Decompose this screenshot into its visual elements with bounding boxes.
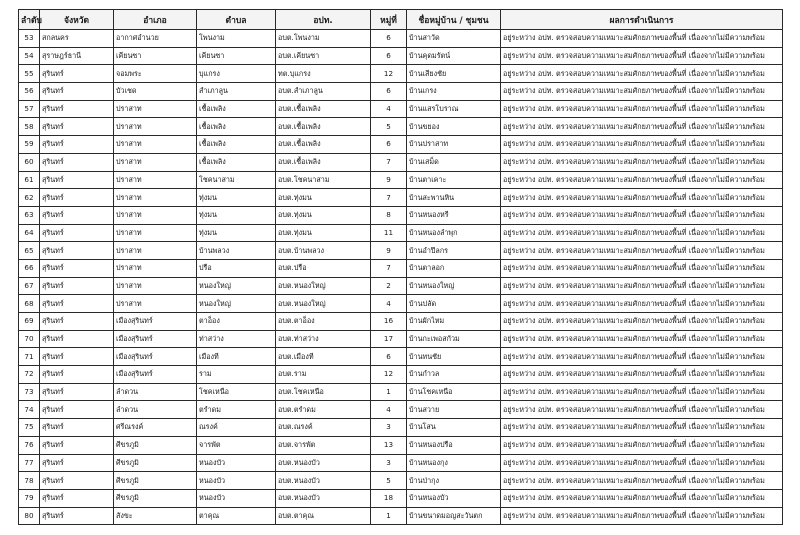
cell-village-name: บ้านหนองบัว bbox=[407, 489, 501, 507]
cell-result: อยู่ระหว่าง อปท. ตรวจสอบความเหมาะสมศักยภาพของพื้นที่ เนื่องจากไม่มีความพร้อม bbox=[501, 472, 783, 490]
cell-order: 74 bbox=[19, 401, 40, 419]
cell-village-number: 4 bbox=[371, 401, 407, 419]
cell-result: อยู่ระหว่าง อปท. ตรวจสอบความเหมาะสมศักยภาพของพื้นที่ เนื่องจากไม่มีความพร้อม bbox=[501, 454, 783, 472]
cell-village-number: 6 bbox=[371, 83, 407, 101]
cell-subdistrict: ท่าสว่าง bbox=[197, 330, 276, 348]
cell-province: สุรินทร์ bbox=[40, 242, 114, 260]
status-table bbox=[18, 9, 783, 525]
cell-province: สุรินทร์ bbox=[40, 366, 114, 384]
cell-order: 61 bbox=[19, 171, 40, 189]
cell-village-name: บ้านหนองหรี bbox=[407, 206, 501, 224]
table-row bbox=[19, 65, 783, 83]
cell-subdistrict: เชื้อเพลิง bbox=[197, 118, 276, 136]
cell-village-name: บ้านขยอง bbox=[407, 118, 501, 136]
cell-local-authority: อบต.หนองใหญ่ bbox=[276, 277, 371, 295]
cell-result: อยู่ระหว่าง อปท. ตรวจสอบความเหมาะสมศักยภาพของพื้นที่ เนื่องจากไม่มีความพร้อม bbox=[501, 366, 783, 384]
table-row bbox=[19, 206, 783, 224]
cell-local-authority: อบต.ราม bbox=[276, 366, 371, 384]
cell-district: ศีขรภูมิ bbox=[114, 436, 197, 454]
cell-district: ศีขรภูมิ bbox=[114, 472, 197, 490]
cell-village-number: 6 bbox=[371, 348, 407, 366]
cell-subdistrict: สำเภาลูน bbox=[197, 83, 276, 101]
cell-order: 62 bbox=[19, 189, 40, 207]
table-row bbox=[19, 277, 783, 295]
table-header-row bbox=[19, 10, 783, 30]
cell-province: สุรินทร์ bbox=[40, 259, 114, 277]
cell-subdistrict: ณรงค์ bbox=[197, 419, 276, 437]
cell-province: สุราษฎร์ธานี bbox=[40, 47, 114, 65]
cell-local-authority: อบต.ตาคุณ bbox=[276, 507, 371, 525]
cell-order: 78 bbox=[19, 472, 40, 490]
cell-village-name: บ้านปลัด bbox=[407, 295, 501, 313]
table-row bbox=[19, 313, 783, 331]
cell-village-name: บ้านหนองกุง bbox=[407, 454, 501, 472]
cell-village-name: บ้านสวาย bbox=[407, 401, 501, 419]
cell-local-authority: อบต.หนองใหญ่ bbox=[276, 295, 371, 313]
table-row bbox=[19, 383, 783, 401]
cell-village-number: 7 bbox=[371, 189, 407, 207]
cell-result: อยู่ระหว่าง อปท. ตรวจสอบความเหมาะสมศักยภาพของพื้นที่ เนื่องจากไม่มีความพร้อม bbox=[501, 436, 783, 454]
cell-district: ปราสาท bbox=[114, 277, 197, 295]
cell-subdistrict: เชื้อเพลิง bbox=[197, 136, 276, 154]
cell-district: ศรีณรงค์ bbox=[114, 419, 197, 437]
cell-province: สุรินทร์ bbox=[40, 348, 114, 366]
table-row bbox=[19, 242, 783, 260]
cell-subdistrict: ตาคุณ bbox=[197, 507, 276, 525]
cell-district: สังขะ bbox=[114, 507, 197, 525]
cell-village-name: บ้านตาเคาะ bbox=[407, 171, 501, 189]
cell-village-name: บ้านตาลอก bbox=[407, 259, 501, 277]
cell-district: ปราสาท bbox=[114, 259, 197, 277]
cell-village-name: บ้านโชคเหนือ bbox=[407, 383, 501, 401]
cell-order: 54 bbox=[19, 47, 40, 65]
cell-order: 67 bbox=[19, 277, 40, 295]
cell-order: 57 bbox=[19, 100, 40, 118]
cell-village-name: บ้านทนชัย bbox=[407, 348, 501, 366]
cell-subdistrict: เชื้อเพลิง bbox=[197, 100, 276, 118]
cell-result: อยู่ระหว่าง อปท. ตรวจสอบความเหมาะสมศักยภาพของพื้นที่ เนื่องจากไม่มีความพร้อม bbox=[501, 348, 783, 366]
cell-district: ลำดวน bbox=[114, 383, 197, 401]
cell-village-name: บ้านเกรง bbox=[407, 83, 501, 101]
table-row bbox=[19, 419, 783, 437]
cell-village-number: 18 bbox=[371, 489, 407, 507]
cell-district: ลำดวน bbox=[114, 401, 197, 419]
cell-province: สุรินทร์ bbox=[40, 171, 114, 189]
cell-village-name: บ้านสะพานหิน bbox=[407, 189, 501, 207]
cell-village-name: บ้านหนองปรือ bbox=[407, 436, 501, 454]
cell-local-authority: อบต.เชื้อเพลิง bbox=[276, 136, 371, 154]
cell-result: อยู่ระหว่าง อปท. ตรวจสอบความเหมาะสมศักยภาพของพื้นที่ เนื่องจากไม่มีความพร้อม bbox=[501, 224, 783, 242]
table-row bbox=[19, 100, 783, 118]
cell-subdistrict: ปรือ bbox=[197, 259, 276, 277]
cell-village-name: บ้านขนาดมอญสะวันตก bbox=[407, 507, 501, 525]
cell-district: ปราสาท bbox=[114, 153, 197, 171]
cell-village-name: บ้านผักไหม bbox=[407, 313, 501, 331]
cell-district: อากาศอำนวย bbox=[114, 30, 197, 48]
cell-order: 55 bbox=[19, 65, 40, 83]
cell-order: 68 bbox=[19, 295, 40, 313]
cell-subdistrict: โพนงาม bbox=[197, 30, 276, 48]
cell-province: สุรินทร์ bbox=[40, 313, 114, 331]
cell-local-authority: อบต.โพนงาม bbox=[276, 30, 371, 48]
cell-subdistrict: โชคเหนือ bbox=[197, 383, 276, 401]
cell-order: 64 bbox=[19, 224, 40, 242]
cell-local-authority: อบต.ปรือ bbox=[276, 259, 371, 277]
cell-result: อยู่ระหว่าง อปท. ตรวจสอบความเหมาะสมศักยภาพของพื้นที่ เนื่องจากไม่มีความพร้อม bbox=[501, 507, 783, 525]
cell-local-authority: อบต.เชื้อเพลิง bbox=[276, 100, 371, 118]
cell-result: อยู่ระหว่าง อปท. ตรวจสอบความเหมาะสมศักยภาพของพื้นที่ เนื่องจากไม่มีความพร้อม bbox=[501, 136, 783, 154]
cell-subdistrict: หนองบัว bbox=[197, 489, 276, 507]
cell-village-number: 7 bbox=[371, 259, 407, 277]
cell-village-number: 7 bbox=[371, 153, 407, 171]
cell-village-number: 6 bbox=[371, 47, 407, 65]
cell-subdistrict: ทุ่งมน bbox=[197, 206, 276, 224]
cell-village-number: 13 bbox=[371, 436, 407, 454]
cell-order: 60 bbox=[19, 153, 40, 171]
cell-local-authority: อบต.เคียนซา bbox=[276, 47, 371, 65]
document-page bbox=[18, 9, 782, 525]
cell-district: ปราสาท bbox=[114, 295, 197, 313]
cell-village-name: บ้านแสรโบราณ bbox=[407, 100, 501, 118]
header-district: อำเภอ bbox=[114, 10, 197, 30]
cell-subdistrict: ตาอ็อง bbox=[197, 313, 276, 331]
cell-order: 73 bbox=[19, 383, 40, 401]
cell-province: สุรินทร์ bbox=[40, 419, 114, 437]
cell-province: สุรินทร์ bbox=[40, 295, 114, 313]
cell-village-number: 16 bbox=[371, 313, 407, 331]
cell-subdistrict: เชื้อเพลิง bbox=[197, 153, 276, 171]
cell-result: อยู่ระหว่าง อปท. ตรวจสอบความเหมาะสมศักยภาพของพื้นที่ เนื่องจากไม่มีความพร้อม bbox=[501, 489, 783, 507]
cell-village-number: 1 bbox=[371, 507, 407, 525]
cell-province: สุรินทร์ bbox=[40, 189, 114, 207]
cell-province: สุรินทร์ bbox=[40, 454, 114, 472]
cell-local-authority: อบต.เชื้อเพลิง bbox=[276, 118, 371, 136]
cell-subdistrict: โชคนาสาม bbox=[197, 171, 276, 189]
cell-province: สุรินทร์ bbox=[40, 100, 114, 118]
cell-province: สุรินทร์ bbox=[40, 277, 114, 295]
cell-village-number: 9 bbox=[371, 242, 407, 260]
cell-district: ปราสาท bbox=[114, 224, 197, 242]
cell-subdistrict: ราม bbox=[197, 366, 276, 384]
cell-result: อยู่ระหว่าง อปท. ตรวจสอบความเหมาะสมศักยภาพของพื้นที่ เนื่องจากไม่มีความพร้อม bbox=[501, 189, 783, 207]
cell-result: อยู่ระหว่าง อปท. ตรวจสอบความเหมาะสมศักยภาพของพื้นที่ เนื่องจากไม่มีความพร้อม bbox=[501, 118, 783, 136]
cell-local-authority: อบต.เชื้อเพลิง bbox=[276, 153, 371, 171]
cell-local-authority: อบต.จารพัต bbox=[276, 436, 371, 454]
table-row bbox=[19, 118, 783, 136]
cell-subdistrict: จารพัต bbox=[197, 436, 276, 454]
cell-order: 56 bbox=[19, 83, 40, 101]
cell-order: 69 bbox=[19, 313, 40, 331]
cell-village-name: บ้านคุดมรัตน์ bbox=[407, 47, 501, 65]
cell-result: อยู่ระหว่าง อปท. ตรวจสอบความเหมาะสมศักยภาพของพื้นที่ เนื่องจากไม่มีความพร้อม bbox=[501, 295, 783, 313]
table-row bbox=[19, 436, 783, 454]
cell-province: สุรินทร์ bbox=[40, 401, 114, 419]
table-row bbox=[19, 259, 783, 277]
cell-result: อยู่ระหว่าง อปท. ตรวจสอบความเหมาะสมศักยภาพของพื้นที่ เนื่องจากไม่มีความพร้อม bbox=[501, 30, 783, 48]
table-row bbox=[19, 189, 783, 207]
cell-province: สุรินทร์ bbox=[40, 224, 114, 242]
cell-result: อยู่ระหว่าง อปท. ตรวจสอบความเหมาะสมศักยภาพของพื้นที่ เนื่องจากไม่มีความพร้อม bbox=[501, 419, 783, 437]
cell-province: สุรินทร์ bbox=[40, 136, 114, 154]
cell-district: ปราสาท bbox=[114, 206, 197, 224]
cell-district: ปราสาท bbox=[114, 242, 197, 260]
cell-village-number: 6 bbox=[371, 136, 407, 154]
cell-order: 76 bbox=[19, 436, 40, 454]
cell-order: 72 bbox=[19, 366, 40, 384]
cell-village-name: บ้านหนองใหญ่ bbox=[407, 277, 501, 295]
table-row bbox=[19, 330, 783, 348]
cell-village-number: 4 bbox=[371, 100, 407, 118]
cell-village-number: 1 bbox=[371, 383, 407, 401]
cell-province: สุรินทร์ bbox=[40, 65, 114, 83]
header-order: ลำดับ bbox=[19, 10, 40, 30]
cell-order: 63 bbox=[19, 206, 40, 224]
cell-result: อยู่ระหว่าง อปท. ตรวจสอบความเหมาะสมศักยภาพของพื้นที่ เนื่องจากไม่มีความพร้อม bbox=[501, 153, 783, 171]
header-result: ผลการดำเนินการ bbox=[501, 10, 783, 30]
cell-province: สุรินทร์ bbox=[40, 206, 114, 224]
cell-village-number: 6 bbox=[371, 30, 407, 48]
cell-result: อยู่ระหว่าง อปท. ตรวจสอบความเหมาะสมศักยภาพของพื้นที่ เนื่องจากไม่มีความพร้อม bbox=[501, 383, 783, 401]
cell-village-number: 3 bbox=[371, 454, 407, 472]
cell-local-authority: อบต.ทุ่งมน bbox=[276, 189, 371, 207]
cell-local-authority: อบต.ท่าสว่าง bbox=[276, 330, 371, 348]
cell-order: 75 bbox=[19, 419, 40, 437]
cell-local-authority: อบต.โชคเหนือ bbox=[276, 383, 371, 401]
table-body bbox=[19, 30, 783, 525]
table-row bbox=[19, 348, 783, 366]
cell-local-authority: อบต.ทุ่งมน bbox=[276, 206, 371, 224]
cell-order: 80 bbox=[19, 507, 40, 525]
header-province: จังหวัด bbox=[40, 10, 114, 30]
cell-subdistrict: หนองใหญ่ bbox=[197, 277, 276, 295]
cell-district: จอมพระ bbox=[114, 65, 197, 83]
cell-local-authority: อบต.ตาอ็อง bbox=[276, 313, 371, 331]
cell-village-number: 12 bbox=[371, 65, 407, 83]
cell-subdistrict: ตรำดม bbox=[197, 401, 276, 419]
cell-district: เมืองสุรินทร์ bbox=[114, 313, 197, 331]
cell-district: ศีขรภูมิ bbox=[114, 454, 197, 472]
cell-local-authority: อบต.หนองบัว bbox=[276, 489, 371, 507]
header-village-name: ชื่อหมู่บ้าน / ชุมชน bbox=[407, 10, 501, 30]
cell-village-name: บ้านโสน bbox=[407, 419, 501, 437]
cell-village-number: 3 bbox=[371, 419, 407, 437]
cell-order: 65 bbox=[19, 242, 40, 260]
cell-result: อยู่ระหว่าง อปท. ตรวจสอบความเหมาะสมศักยภาพของพื้นที่ เนื่องจากไม่มีความพร้อม bbox=[501, 47, 783, 65]
cell-local-authority: อบต.หนองบัว bbox=[276, 454, 371, 472]
cell-province: สุรินทร์ bbox=[40, 507, 114, 525]
cell-result: อยู่ระหว่าง อปท. ตรวจสอบความเหมาะสมศักยภาพของพื้นที่ เนื่องจากไม่มีความพร้อม bbox=[501, 259, 783, 277]
cell-province: สุรินทร์ bbox=[40, 330, 114, 348]
table-row bbox=[19, 401, 783, 419]
cell-subdistrict: เมืองที bbox=[197, 348, 276, 366]
cell-local-authority: อบต.บ้านพลวง bbox=[276, 242, 371, 260]
cell-village-name: บ้านเสียงชัย bbox=[407, 65, 501, 83]
cell-village-name: บ้านป่ากุง bbox=[407, 472, 501, 490]
cell-order: 59 bbox=[19, 136, 40, 154]
cell-result: อยู่ระหว่าง อปท. ตรวจสอบความเหมาะสมศักยภาพของพื้นที่ เนื่องจากไม่มีความพร้อม bbox=[501, 100, 783, 118]
cell-subdistrict: หนองใหญ่ bbox=[197, 295, 276, 313]
cell-order: 66 bbox=[19, 259, 40, 277]
cell-village-name: บ้านเสม็ด bbox=[407, 153, 501, 171]
cell-subdistrict: ทุ่งมน bbox=[197, 224, 276, 242]
cell-district: เมืองสุรินทร์ bbox=[114, 348, 197, 366]
cell-district: ปราสาท bbox=[114, 118, 197, 136]
cell-order: 58 bbox=[19, 118, 40, 136]
cell-local-authority: อบต.ณรงค์ bbox=[276, 419, 371, 437]
cell-order: 79 bbox=[19, 489, 40, 507]
cell-order: 70 bbox=[19, 330, 40, 348]
cell-result: อยู่ระหว่าง อปท. ตรวจสอบความเหมาะสมศักยภาพของพื้นที่ เนื่องจากไม่มีความพร้อม bbox=[501, 277, 783, 295]
cell-subdistrict: เคียนซา bbox=[197, 47, 276, 65]
cell-result: อยู่ระหว่าง อปท. ตรวจสอบความเหมาะสมศักยภาพของพื้นที่ เนื่องจากไม่มีความพร้อม bbox=[501, 242, 783, 260]
cell-district: ปราสาท bbox=[114, 189, 197, 207]
cell-province: สุรินทร์ bbox=[40, 436, 114, 454]
table-row bbox=[19, 83, 783, 101]
table-row bbox=[19, 47, 783, 65]
cell-result: อยู่ระหว่าง อปท. ตรวจสอบความเหมาะสมศักยภาพของพื้นที่ เนื่องจากไม่มีความพร้อม bbox=[501, 330, 783, 348]
cell-village-number: 8 bbox=[371, 206, 407, 224]
table-row bbox=[19, 295, 783, 313]
cell-local-authority: อบต.ทุ่งมน bbox=[276, 224, 371, 242]
cell-village-number: 5 bbox=[371, 118, 407, 136]
table-row bbox=[19, 171, 783, 189]
table-row bbox=[19, 30, 783, 48]
cell-province: สุรินทร์ bbox=[40, 83, 114, 101]
cell-village-number: 5 bbox=[371, 472, 407, 490]
cell-result: อยู่ระหว่าง อปท. ตรวจสอบความเหมาะสมศักยภาพของพื้นที่ เนื่องจากไม่มีความพร้อม bbox=[501, 401, 783, 419]
cell-village-name: บ้านหนองลำพุก bbox=[407, 224, 501, 242]
cell-subdistrict: บุแกรง bbox=[197, 65, 276, 83]
cell-province: สุรินทร์ bbox=[40, 489, 114, 507]
table-row bbox=[19, 507, 783, 525]
cell-subdistrict: ทุ่งมน bbox=[197, 189, 276, 207]
table-row bbox=[19, 454, 783, 472]
cell-village-number: 12 bbox=[371, 366, 407, 384]
cell-district: เคียนซา bbox=[114, 47, 197, 65]
cell-subdistrict: บ้านพลวง bbox=[197, 242, 276, 260]
cell-village-name: บ้านสาวัด bbox=[407, 30, 501, 48]
cell-local-authority: อบต.หนองบัว bbox=[276, 472, 371, 490]
cell-result: อยู่ระหว่าง อปท. ตรวจสอบความเหมาะสมศักยภาพของพื้นที่ เนื่องจากไม่มีความพร้อม bbox=[501, 83, 783, 101]
table-row bbox=[19, 136, 783, 154]
cell-village-number: 9 bbox=[371, 171, 407, 189]
cell-district: ปราสาท bbox=[114, 136, 197, 154]
cell-district: ปราสาท bbox=[114, 171, 197, 189]
cell-result: อยู่ระหว่าง อปท. ตรวจสอบความเหมาะสมศักยภาพของพื้นที่ เนื่องจากไม่มีความพร้อม bbox=[501, 313, 783, 331]
cell-village-number: 11 bbox=[371, 224, 407, 242]
cell-subdistrict: หนองบัว bbox=[197, 472, 276, 490]
cell-subdistrict: หนองบัว bbox=[197, 454, 276, 472]
cell-village-name: บ้านปราสาท bbox=[407, 136, 501, 154]
cell-district: บัวเชด bbox=[114, 83, 197, 101]
cell-local-authority: อบต.ตรำดม bbox=[276, 401, 371, 419]
cell-local-authority: ทต.บุแกรง bbox=[276, 65, 371, 83]
header-subdistrict: ตำบล bbox=[197, 10, 276, 30]
cell-local-authority: อบต.เมืองที bbox=[276, 348, 371, 366]
cell-province: สุรินทร์ bbox=[40, 472, 114, 490]
cell-local-authority: อบต.โชคนาสาม bbox=[276, 171, 371, 189]
cell-village-number: 17 bbox=[371, 330, 407, 348]
header-village-number: หมู่ที่ bbox=[371, 10, 407, 30]
header-local-authority: อปท. bbox=[276, 10, 371, 30]
cell-village-number: 2 bbox=[371, 277, 407, 295]
cell-district: เมืองสุรินทร์ bbox=[114, 330, 197, 348]
cell-village-number: 4 bbox=[371, 295, 407, 313]
cell-local-authority: อบต.สำเภาลูน bbox=[276, 83, 371, 101]
table-row bbox=[19, 472, 783, 490]
cell-district: ปราสาท bbox=[114, 100, 197, 118]
table-row bbox=[19, 153, 783, 171]
table-row bbox=[19, 224, 783, 242]
table-row bbox=[19, 489, 783, 507]
cell-order: 53 bbox=[19, 30, 40, 48]
cell-province: สุรินทร์ bbox=[40, 153, 114, 171]
cell-district: เมืองสุรินทร์ bbox=[114, 366, 197, 384]
cell-province: สกลนคร bbox=[40, 30, 114, 48]
cell-village-name: บ้านกะเพอสกัวม bbox=[407, 330, 501, 348]
table-row bbox=[19, 366, 783, 384]
cell-village-name: บ้านอำปึลกร bbox=[407, 242, 501, 260]
cell-province: สุรินทร์ bbox=[40, 118, 114, 136]
cell-order: 77 bbox=[19, 454, 40, 472]
cell-village-name: บ้านกำวล bbox=[407, 366, 501, 384]
cell-result: อยู่ระหว่าง อปท. ตรวจสอบความเหมาะสมศักยภาพของพื้นที่ เนื่องจากไม่มีความพร้อม bbox=[501, 206, 783, 224]
cell-result: อยู่ระหว่าง อปท. ตรวจสอบความเหมาะสมศักยภาพของพื้นที่ เนื่องจากไม่มีความพร้อม bbox=[501, 65, 783, 83]
cell-order: 71 bbox=[19, 348, 40, 366]
cell-district: ศีขรภูมิ bbox=[114, 489, 197, 507]
cell-result: อยู่ระหว่าง อปท. ตรวจสอบความเหมาะสมศักยภาพของพื้นที่ เนื่องจากไม่มีความพร้อม bbox=[501, 171, 783, 189]
cell-province: สุรินทร์ bbox=[40, 383, 114, 401]
